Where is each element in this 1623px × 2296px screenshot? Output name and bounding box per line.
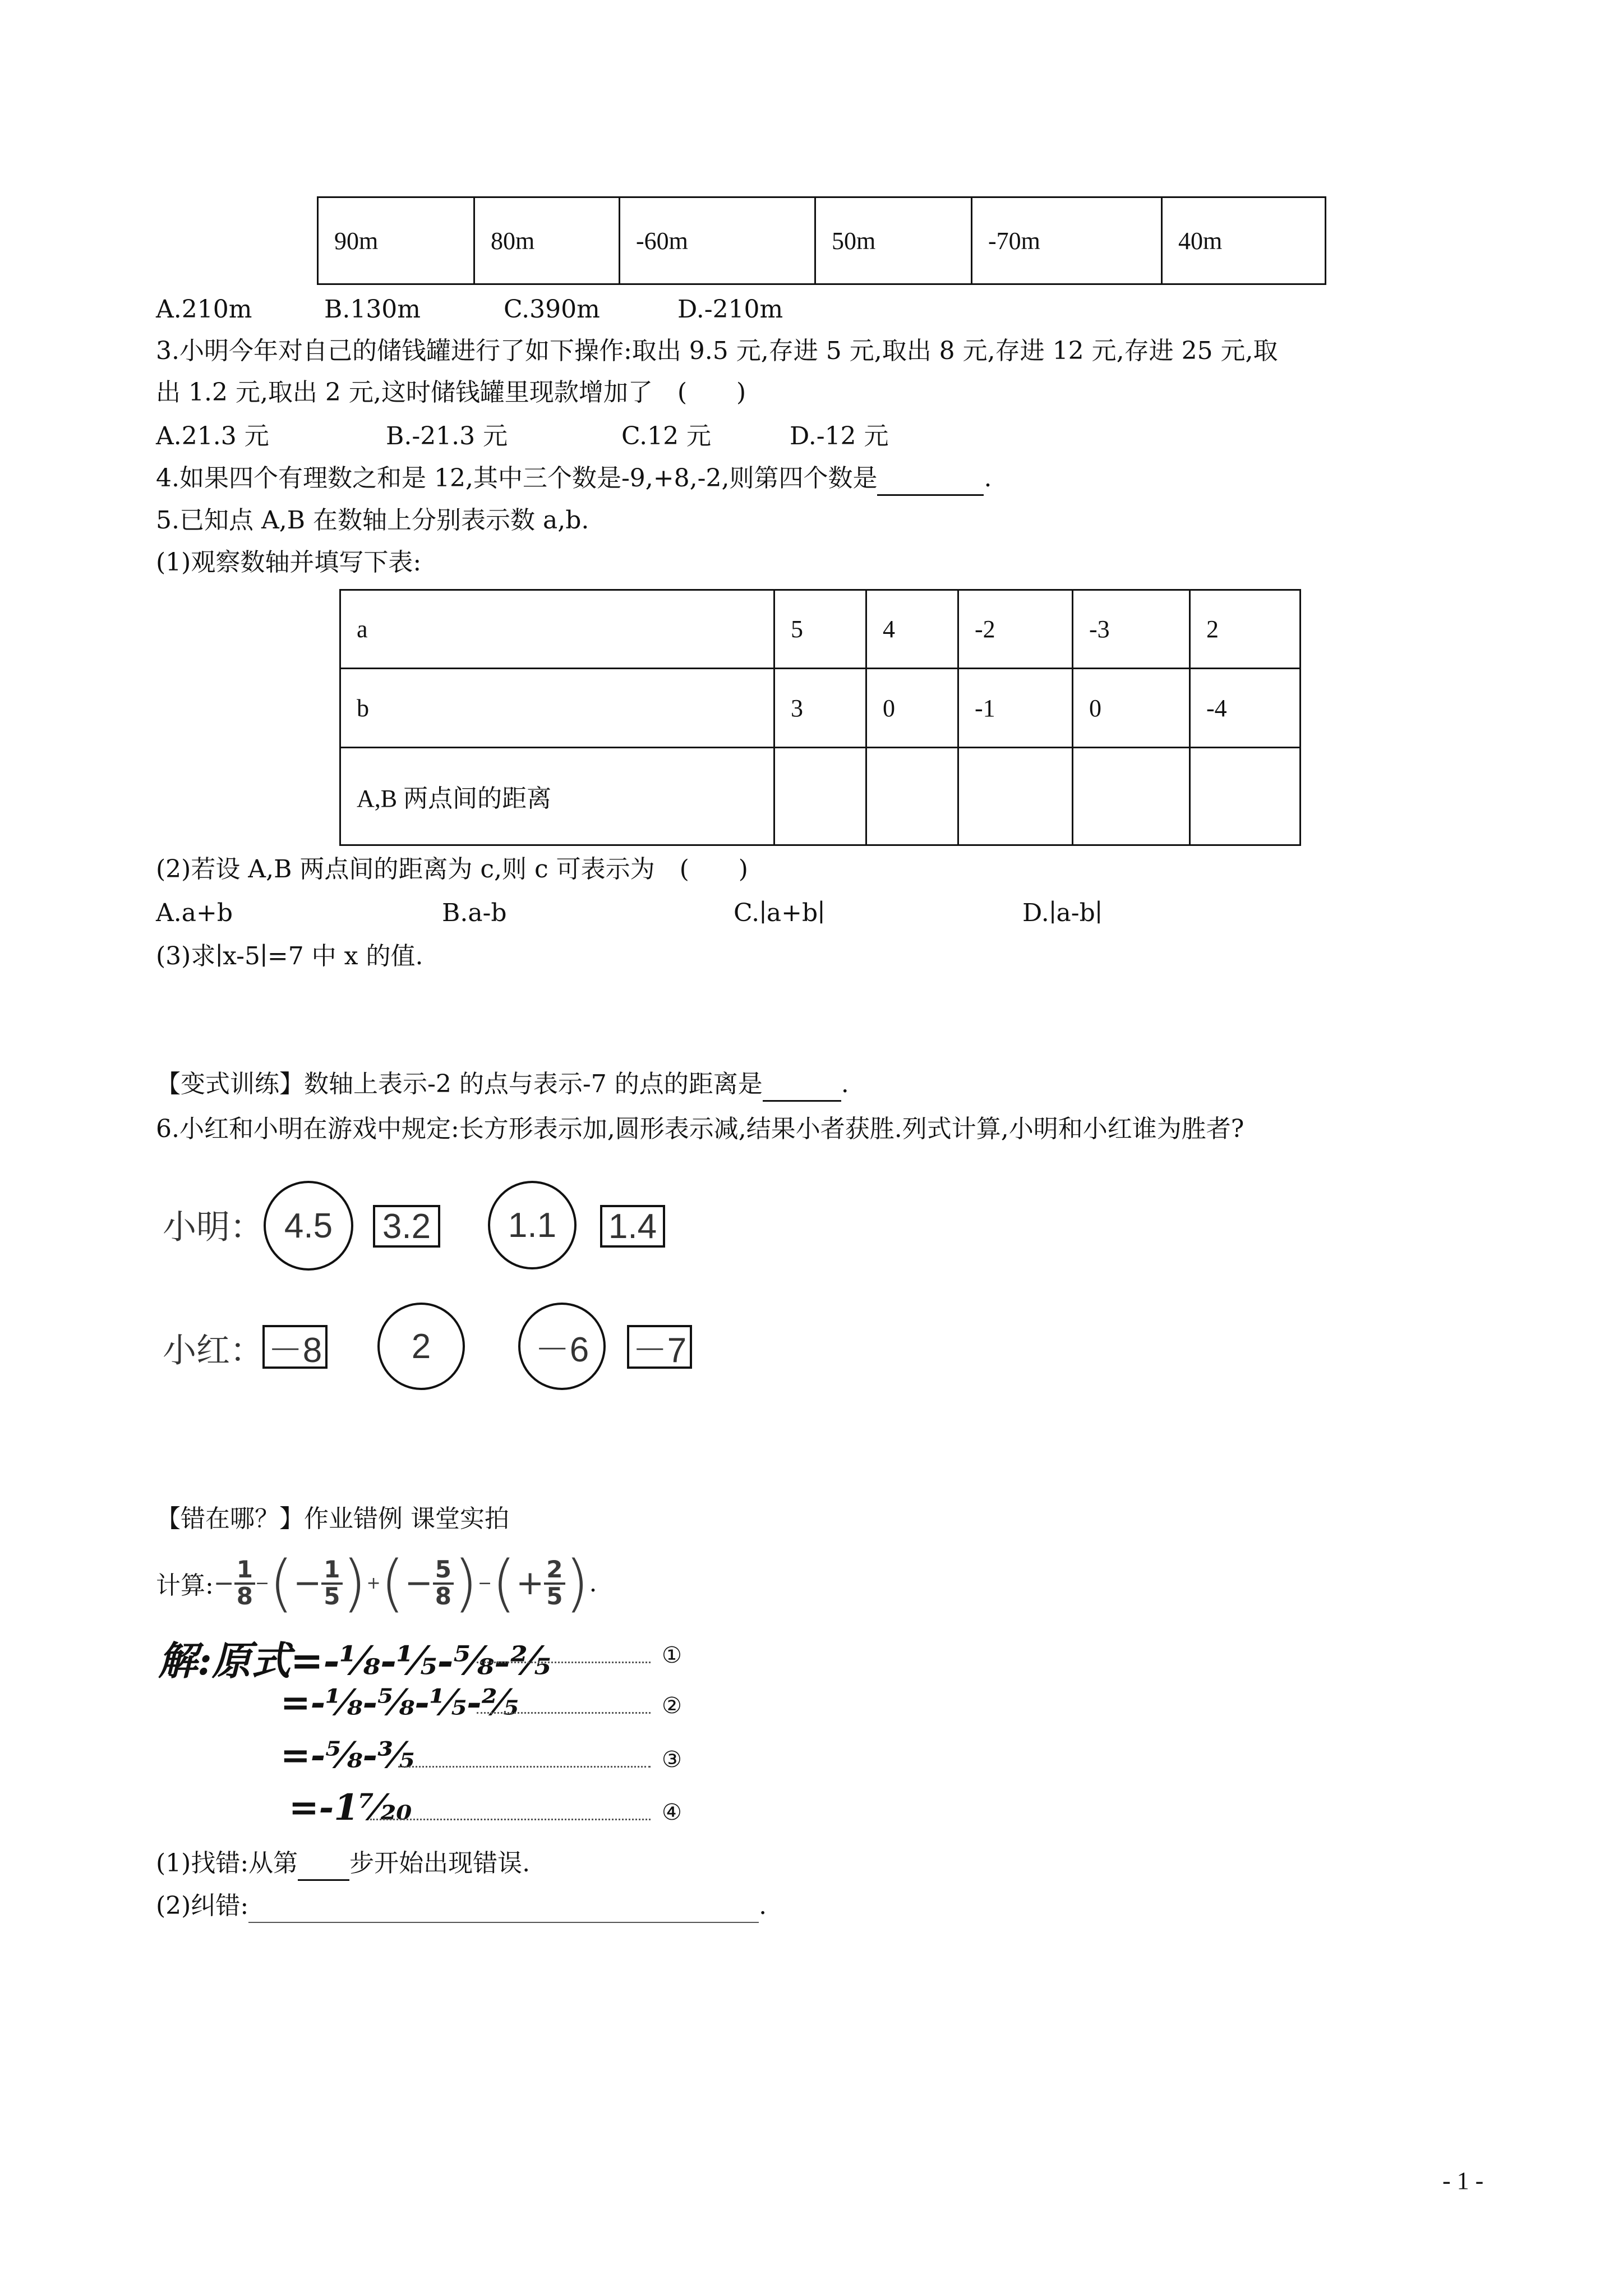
answer-blank[interactable] bbox=[877, 463, 984, 496]
table-row bbox=[318, 197, 1326, 284]
step-marker: ① bbox=[662, 1642, 682, 1668]
error-title: 【错在哪？】作业错例 课堂实拍 bbox=[156, 1504, 509, 1533]
step-marker: ② bbox=[662, 1693, 682, 1719]
fix-end: . bbox=[759, 1892, 767, 1920]
rect-item: －7 bbox=[627, 1325, 692, 1369]
answer-cell[interactable] bbox=[866, 747, 958, 845]
page-number: - 1 - bbox=[1442, 2167, 1484, 2194]
xiaoming-label: 小明： bbox=[163, 1208, 264, 1247]
row-label: A,B 两点间的距离 bbox=[340, 747, 774, 845]
answer-cell[interactable] bbox=[1190, 747, 1301, 845]
sign: − bbox=[404, 1563, 433, 1603]
table-cell: -70m bbox=[972, 197, 1162, 284]
q3-line2: 出 1.2 元,取出 2 元,这时储钱罐里现款增加了 ( ) bbox=[156, 378, 746, 407]
answer-cell[interactable] bbox=[958, 747, 1073, 845]
answer-cell[interactable] bbox=[774, 747, 866, 845]
paren-icon: ( bbox=[380, 1547, 405, 1619]
paren-icon: ( bbox=[492, 1547, 516, 1619]
sign: + bbox=[516, 1563, 545, 1603]
sign: − bbox=[213, 1568, 234, 1598]
answer-blank[interactable] bbox=[763, 1069, 841, 1102]
dotted-leader bbox=[370, 1819, 651, 1820]
option-c: C.∣a+b∣ bbox=[734, 899, 825, 927]
q6-text: 6.小红和小明在游戏中规定:长方形表示加,圆形表示减,结果小者获胜.列式计算,小明和小红谁为胜者? bbox=[156, 1115, 1244, 1143]
circle-item: 1.1 bbox=[488, 1181, 577, 1269]
table-row bbox=[340, 590, 1301, 669]
paren-icon: ) bbox=[342, 1547, 367, 1619]
table-cell: 3 bbox=[774, 669, 866, 747]
q5-stem: 5.已知点 A,B 在数轴上分别表示数 a,b. bbox=[156, 506, 589, 535]
table-cell: 50m bbox=[815, 197, 972, 284]
q3-line1: 3.小明今年对自己的储钱罐进行了如下操作:取出 9.5 元,存进 5 元,取出 8 元,存进 12 元,存进 25 元,取 bbox=[156, 337, 1278, 365]
variant-text: 【变式训练】数轴上表示-2 的点与表示-7 的点的距离是 bbox=[156, 1070, 763, 1098]
q5-part3: (3)求∣x-5∣=7 中 x 的值. bbox=[156, 942, 423, 970]
table-cell: 4 bbox=[866, 590, 958, 669]
option-b: B.a-b bbox=[442, 899, 507, 927]
q5-part2: (2)若设 A,B 两点间的距离为 c,则 c 可表示为 ( ) bbox=[156, 855, 748, 884]
paren-icon: ( bbox=[269, 1547, 293, 1619]
table-cell: 2 bbox=[1190, 590, 1301, 669]
table-cell: -60m bbox=[620, 197, 815, 284]
dotted-leader bbox=[477, 1662, 651, 1663]
option-c: C.12 元 bbox=[621, 422, 712, 450]
option-d: D.∣a-b∣ bbox=[1022, 899, 1103, 927]
circle-item: 2 bbox=[377, 1303, 465, 1390]
rect-item: 1.4 bbox=[600, 1205, 665, 1248]
table-cell: 5 bbox=[774, 590, 866, 669]
find-error bbox=[156, 1848, 530, 1881]
q4-end: . bbox=[984, 464, 992, 493]
find-before: (1)找错:从第 bbox=[156, 1849, 298, 1878]
fraction: $\frac{2}{5}$ bbox=[544, 1558, 565, 1608]
fraction: $\frac{1}{5}$ bbox=[321, 1558, 342, 1608]
circle-item: －6 bbox=[518, 1303, 606, 1390]
option-a: A.a+b bbox=[156, 899, 233, 927]
step-marker: ③ bbox=[662, 1747, 682, 1773]
table-cell: 90m bbox=[318, 197, 474, 284]
top-table bbox=[317, 196, 1326, 285]
option-a: A.210m bbox=[156, 295, 252, 324]
table-cell: 80m bbox=[474, 197, 620, 284]
table-cell: -1 bbox=[958, 669, 1073, 747]
option-c: C.390m bbox=[504, 295, 600, 324]
fraction: $\frac{5}{8}$ bbox=[433, 1558, 454, 1608]
table-cell: 0 bbox=[866, 669, 958, 747]
variant-end: . bbox=[841, 1070, 849, 1098]
option-b: B.130m bbox=[324, 295, 421, 324]
variant bbox=[156, 1069, 849, 1102]
table-row bbox=[340, 747, 1301, 845]
step-marker: ④ bbox=[662, 1800, 682, 1825]
q4 bbox=[156, 463, 992, 496]
option-b: B.-21.3 元 bbox=[386, 422, 508, 450]
calc-expression: 计算: − $\frac{1}{8}$ − ( − $\frac{1}{5}$ ) + ( − $\frac{5}{8}$ ) − ( + $\frac{2}{5}$ ) . bbox=[156, 1547, 597, 1619]
q5-table bbox=[339, 589, 1301, 846]
table-row bbox=[340, 669, 1301, 747]
handwriting-step-2: =-⅛-⅝-⅕-⅖ bbox=[280, 1682, 519, 1724]
table-cell: -3 bbox=[1073, 590, 1190, 669]
rect-item: －8 bbox=[262, 1325, 328, 1369]
table-cell: -4 bbox=[1190, 669, 1301, 747]
answer-blank[interactable] bbox=[248, 1890, 759, 1923]
xiaohong-label: 小红： bbox=[163, 1331, 264, 1370]
handwriting-step-1: 解:原式=-⅛-⅕-⅝-⅖ bbox=[158, 1637, 551, 1684]
calc-label: 计算: bbox=[156, 1571, 214, 1600]
sign: − bbox=[255, 1573, 270, 1593]
fraction: $\frac{1}{8}$ bbox=[234, 1558, 255, 1608]
fix-error bbox=[156, 1890, 767, 1923]
dotted-leader bbox=[398, 1766, 651, 1768]
handwriting-step-4: =-1⁷⁄₂₀ bbox=[289, 1787, 412, 1829]
option-a: A.21.3 元 bbox=[156, 422, 269, 450]
paren-icon: ) bbox=[454, 1547, 478, 1619]
q4-text: 4.如果四个有理数之和是 12,其中三个数是-9,+8,-2,则第四个数是 bbox=[156, 464, 878, 493]
option-d: D.-210m bbox=[677, 295, 783, 324]
circle-item: 4.5 bbox=[264, 1181, 353, 1271]
sign: − bbox=[477, 1573, 492, 1593]
answer-cell[interactable] bbox=[1073, 747, 1190, 845]
rect-item: 3.2 bbox=[373, 1205, 440, 1248]
row-label: a bbox=[340, 590, 774, 669]
table-cell: 0 bbox=[1073, 669, 1190, 747]
option-d: D.-12 元 bbox=[790, 422, 889, 450]
table-cell: -2 bbox=[958, 590, 1073, 669]
find-after: 步开始出现错误. bbox=[349, 1849, 531, 1878]
dotted-leader bbox=[477, 1712, 651, 1714]
paren-icon: ) bbox=[565, 1547, 589, 1619]
answer-blank[interactable] bbox=[298, 1848, 349, 1881]
sign: − bbox=[293, 1563, 322, 1603]
q5-part1: (1)观察数轴并填写下表: bbox=[156, 548, 422, 577]
handwriting-step-3: =-⅝-⅗ bbox=[280, 1734, 415, 1777]
sign: + bbox=[366, 1573, 381, 1593]
table-cell: 40m bbox=[1162, 197, 1326, 284]
fix-before: (2)纠错: bbox=[156, 1892, 249, 1920]
row-label: b bbox=[340, 669, 774, 747]
